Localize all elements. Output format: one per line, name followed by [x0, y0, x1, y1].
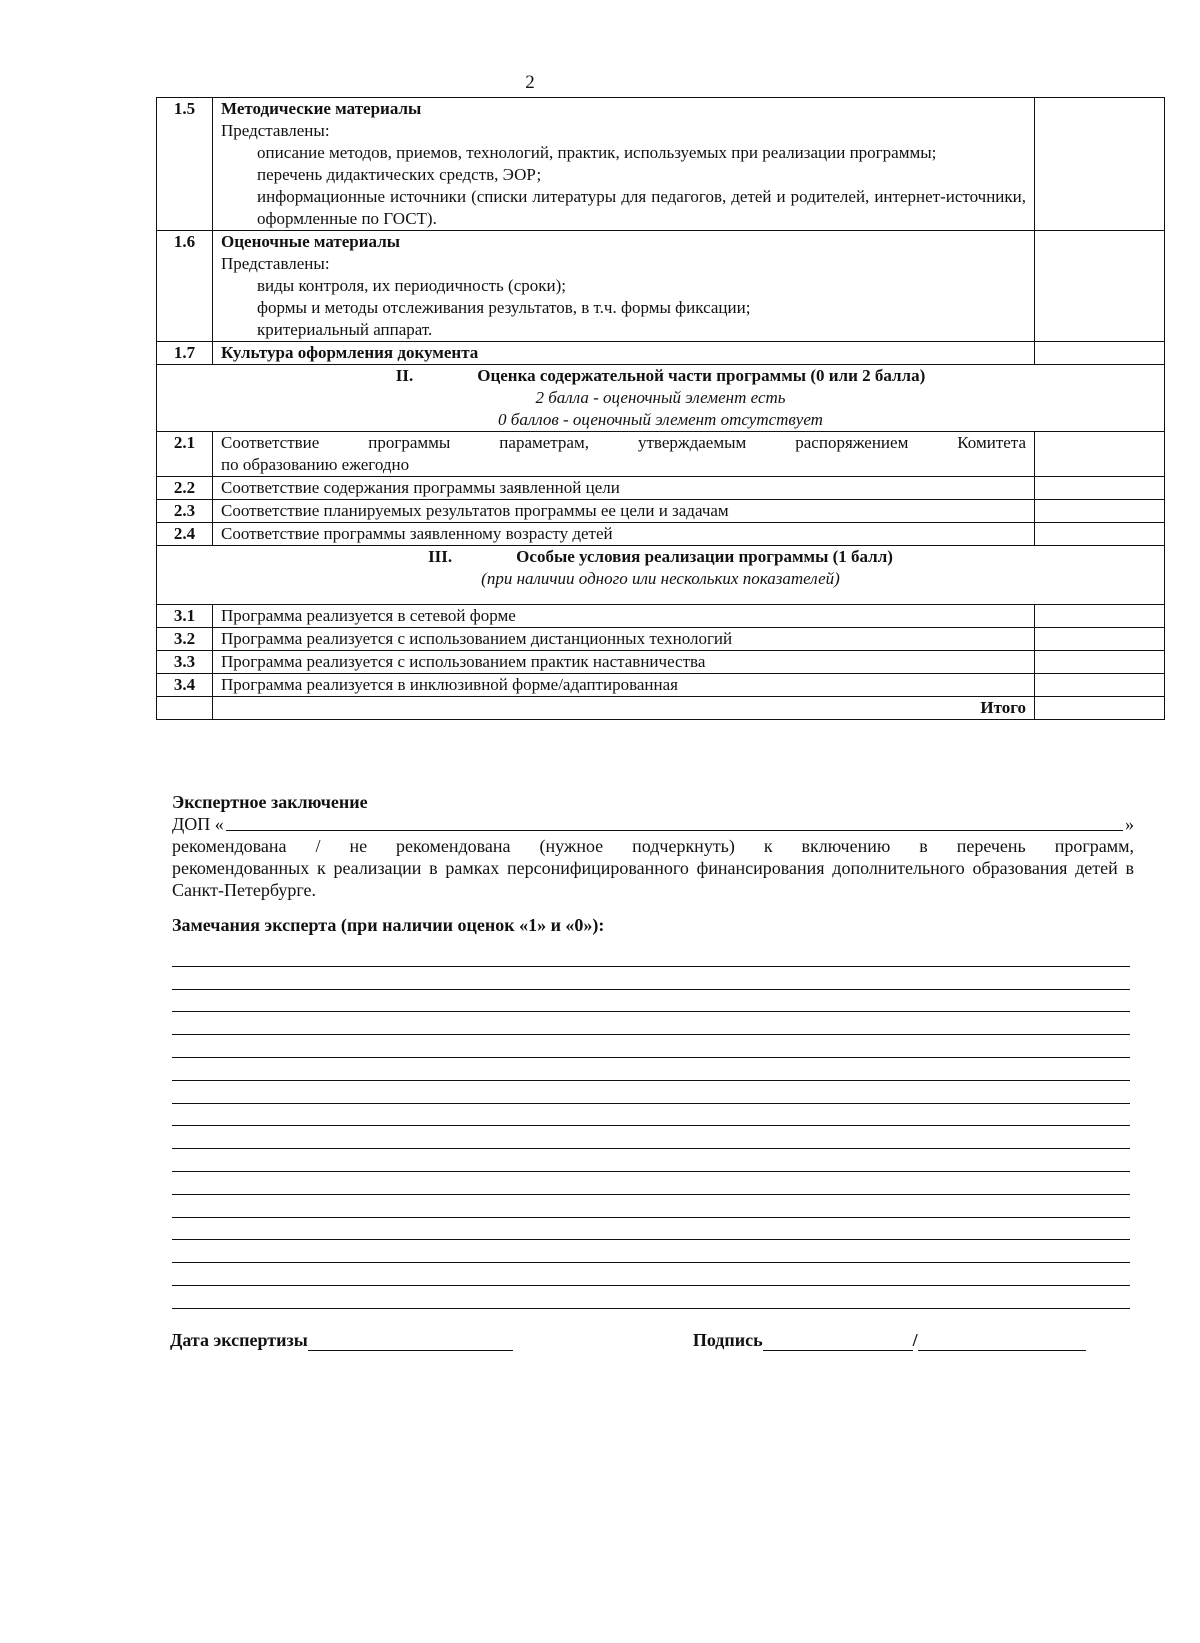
row-text: Программа реализуется в инклюзивной форме/адаптированная [213, 674, 1035, 697]
score-cell[interactable] [1035, 231, 1165, 342]
section-2-header [157, 365, 1165, 432]
row-intro: Представлены: [221, 121, 330, 140]
score-cell[interactable] [1035, 500, 1165, 523]
remarks-line[interactable] [172, 1149, 1130, 1172]
row-text: Программа реализуется с использованием дистанционных технологий [213, 628, 1035, 651]
section-header [157, 546, 1165, 605]
signature-separator: / [912, 1330, 918, 1350]
row-title: Оценочные материалы [221, 232, 400, 251]
remarks-line[interactable] [172, 1195, 1130, 1218]
row-text: по образованию ежегодно [221, 455, 410, 474]
row-title: Культура оформления документа [213, 342, 1035, 365]
row-number: 1.6 [157, 231, 213, 342]
table-row [157, 477, 1165, 500]
dop-suffix: » [1125, 814, 1134, 834]
section-title-text: Оценка содержательной части программы (0 или 2 балла) [477, 366, 926, 385]
table-row [157, 523, 1165, 546]
score-cell[interactable] [1035, 477, 1165, 500]
remarks-title: Замечания эксперта (при наличии оценок «1» и «0»): [172, 915, 605, 935]
remarks-line[interactable] [172, 1286, 1130, 1309]
row-text: Соответствие содержания программы заявленной цели [213, 477, 1035, 500]
row-number: 2.1 [157, 432, 213, 477]
list-item: информационные источники (списки литературы для педагогов, детей и родителей, интернет-источники, оформленные по ГОСТ). [257, 187, 1026, 228]
score-cell[interactable] [1035, 674, 1165, 697]
table-row [157, 432, 1165, 477]
row-number: 3.1 [157, 605, 213, 628]
section-title-text: Особые условия реализации программы (1 балл) [516, 547, 893, 566]
expert-conclusion [172, 791, 1134, 936]
list-item: виды контроля, их периодичность (сроки); [257, 276, 566, 295]
remarks-line[interactable] [172, 1263, 1130, 1286]
score-cell[interactable] [1035, 342, 1165, 365]
row-title: Методические материалы [221, 99, 422, 118]
table-row [157, 231, 1165, 342]
row-number: 3.2 [157, 628, 213, 651]
section-header [157, 365, 1165, 432]
table-row [157, 628, 1165, 651]
page-number: 2 [525, 72, 535, 93]
table-row [157, 605, 1165, 628]
remarks-line[interactable] [172, 1012, 1130, 1035]
remarks-line[interactable] [172, 1218, 1130, 1241]
conclusion-title: Экспертное заключение [172, 792, 368, 812]
remarks-line[interactable] [172, 990, 1130, 1013]
criteria-table [156, 97, 1165, 720]
section-title [165, 546, 1156, 568]
score-cell[interactable] [1035, 628, 1165, 651]
remarks-line[interactable] [172, 1058, 1130, 1081]
dop-name-field[interactable] [226, 814, 1123, 831]
remarks-line[interactable] [172, 944, 1130, 967]
row-text: Программа реализуется в сетевой форме [213, 605, 1035, 628]
row-number: 1.7 [157, 342, 213, 365]
total-row [157, 697, 1165, 720]
list-item: критериальный аппарат. [257, 320, 433, 339]
signature-label: Подпись [692, 1330, 763, 1350]
row-content [213, 432, 1035, 477]
section-note: (при наличии одного или нескольких показателей) [481, 569, 840, 588]
row-number: 3.4 [157, 674, 213, 697]
date-label: Дата экспертизы [170, 1330, 308, 1350]
remarks-lines[interactable] [172, 944, 1130, 1309]
section-3-header [157, 546, 1165, 605]
section-roman: III. [428, 547, 453, 566]
remarks-line[interactable] [172, 1104, 1130, 1127]
dop-line [172, 813, 1134, 835]
score-cell[interactable] [1035, 432, 1165, 477]
row-text: Соответствие программы параметрам, утверждаемым распоряжением Комитета [221, 433, 1026, 452]
table-row [157, 500, 1165, 523]
signature-row [170, 1330, 1136, 1351]
row-number: 3.3 [157, 651, 213, 674]
row-text: Соответствие планируемых результатов программы ее цели и задачам [213, 500, 1035, 523]
list-item: описание методов, приемов, технологий, практик, используемых при реализации программы; [257, 143, 937, 162]
section-title [165, 365, 1156, 387]
row-content [213, 98, 1035, 231]
remarks-line[interactable] [172, 1240, 1130, 1263]
score-cell[interactable] [1035, 605, 1165, 628]
signature-field[interactable] [763, 1334, 913, 1351]
row-number: 2.4 [157, 523, 213, 546]
row-intro: Представлены: [221, 254, 330, 273]
section-note: 0 баллов - оценочный элемент отсутствует [498, 410, 823, 429]
remarks-line[interactable] [172, 1035, 1130, 1058]
row-content [213, 231, 1035, 342]
table-row [157, 674, 1165, 697]
row-text: Программа реализуется с использованием практик наставничества [213, 651, 1035, 674]
section-roman: II. [395, 366, 414, 385]
section-note: 2 балла - оценочный элемент есть [535, 388, 786, 407]
score-cell[interactable] [1035, 651, 1165, 674]
score-cell[interactable] [1035, 98, 1165, 231]
conclusion-text: рекомендована / не рекомендована (нужное подчеркнуть) к включению в перечень программ, [172, 836, 1134, 856]
total-score-cell[interactable] [1035, 697, 1165, 720]
total-label: Итого [213, 697, 1035, 720]
date-field[interactable] [308, 1334, 513, 1351]
remarks-line[interactable] [172, 1172, 1130, 1195]
list-item: перечень дидактических средств, ЭОР; [257, 165, 542, 184]
remarks-line[interactable] [172, 1126, 1130, 1149]
row-number: 2.3 [157, 500, 213, 523]
list-item: формы и методы отслеживания результатов, в т.ч. формы фиксации; [257, 298, 751, 317]
row-number: 2.2 [157, 477, 213, 500]
remarks-line[interactable] [172, 1081, 1130, 1104]
row-text: Соответствие программы заявленному возрасту детей [213, 523, 1035, 546]
empty-cell [157, 697, 213, 720]
row-number: 1.5 [157, 98, 213, 231]
table-row [157, 651, 1165, 674]
dop-prefix: ДОП « [172, 814, 224, 834]
table-row [157, 98, 1165, 231]
remarks-line[interactable] [172, 967, 1130, 990]
conclusion-text: рекомендованных к реализации в рамках персонифицированного финансирования дополнительного образования детей в Санкт-Петербурге. [172, 858, 1134, 900]
table-row [157, 342, 1165, 365]
signature-name-field[interactable] [918, 1334, 1086, 1351]
score-cell[interactable] [1035, 523, 1165, 546]
